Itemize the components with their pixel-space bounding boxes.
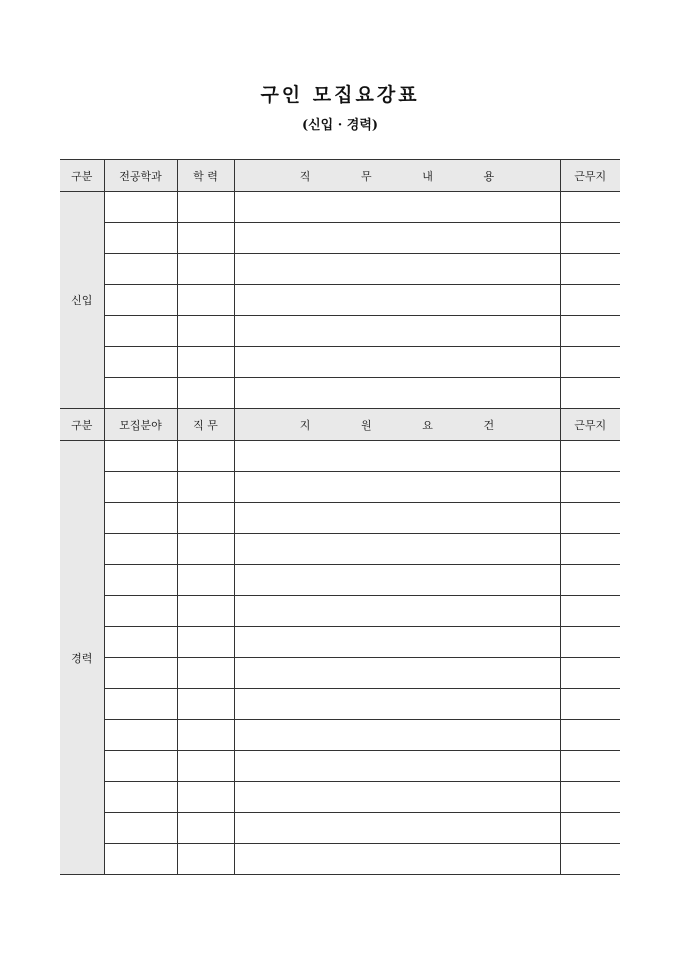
experienced-header-row: [60, 409, 620, 441]
field-cell[interactable]: [104, 720, 177, 751]
header-duties-char: 직: [299, 169, 311, 183]
experienced-row: [60, 534, 620, 565]
position-cell[interactable]: [177, 627, 234, 658]
education-cell[interactable]: [177, 347, 234, 378]
header-position: 직 무: [177, 409, 234, 441]
new-hire-row: [60, 316, 620, 347]
education-cell[interactable]: [177, 285, 234, 316]
position-cell[interactable]: [177, 813, 234, 844]
field-cell[interactable]: [104, 534, 177, 565]
position-cell[interactable]: [177, 658, 234, 689]
location-cell[interactable]: [560, 627, 620, 658]
location-cell[interactable]: [560, 472, 620, 503]
education-cell[interactable]: [177, 254, 234, 285]
requirements-cell[interactable]: [234, 596, 560, 627]
duties-cell[interactable]: [234, 316, 560, 347]
header-location: 근무지: [560, 160, 620, 192]
recruitment-table: [60, 159, 620, 875]
requirements-cell[interactable]: [234, 534, 560, 565]
location-cell[interactable]: [560, 782, 620, 813]
position-cell[interactable]: [177, 565, 234, 596]
experienced-row: [60, 627, 620, 658]
field-cell[interactable]: [104, 751, 177, 782]
new-hire-label: 신입: [60, 192, 104, 409]
requirements-cell[interactable]: [234, 813, 560, 844]
location-cell[interactable]: [560, 316, 620, 347]
duties-cell[interactable]: [234, 347, 560, 378]
position-cell[interactable]: [177, 689, 234, 720]
header-education: 학 력: [177, 160, 234, 192]
position-cell[interactable]: [177, 472, 234, 503]
major-cell[interactable]: [104, 316, 177, 347]
new-hire-row: [60, 378, 620, 409]
location-cell[interactable]: [560, 658, 620, 689]
new-hire-row: [60, 347, 620, 378]
requirements-cell[interactable]: [234, 720, 560, 751]
new-hire-row: [60, 285, 620, 316]
field-cell[interactable]: [104, 627, 177, 658]
header-requirements-char: 원: [361, 418, 372, 432]
education-cell[interactable]: [177, 316, 234, 347]
location-cell[interactable]: [560, 844, 620, 875]
location-cell[interactable]: [560, 534, 620, 565]
education-cell[interactable]: [177, 378, 234, 409]
duties-cell[interactable]: [234, 254, 560, 285]
new-hire-header-row: [60, 160, 620, 192]
location-cell[interactable]: [560, 720, 620, 751]
experienced-row: [60, 472, 620, 503]
header-major: 전공학과: [104, 160, 177, 192]
position-cell[interactable]: [177, 503, 234, 534]
major-cell[interactable]: [104, 192, 177, 223]
position-cell[interactable]: [177, 844, 234, 875]
experienced-row: [60, 441, 620, 472]
document-title: 구인 모집요강표: [260, 84, 420, 106]
location-cell[interactable]: [560, 285, 620, 316]
header-duties: [234, 160, 560, 192]
header-category: 구분: [60, 160, 104, 192]
requirements-cell[interactable]: [234, 782, 560, 813]
field-cell[interactable]: [104, 658, 177, 689]
location-cell[interactable]: [560, 378, 620, 409]
duties-cell[interactable]: [234, 378, 560, 409]
experienced-row: [60, 565, 620, 596]
major-cell[interactable]: [104, 254, 177, 285]
header-requirements-char: 지: [299, 418, 311, 432]
field-cell[interactable]: [104, 844, 177, 875]
field-cell[interactable]: [104, 782, 177, 813]
header-field: 모집분야: [104, 409, 177, 441]
header-requirements-char: 건: [483, 418, 495, 432]
new-hire-row: [60, 254, 620, 285]
experienced-row: [60, 503, 620, 534]
requirements-cell[interactable]: [234, 844, 560, 875]
location-cell[interactable]: [560, 347, 620, 378]
field-cell[interactable]: [104, 689, 177, 720]
location-cell[interactable]: [560, 689, 620, 720]
position-cell[interactable]: [177, 751, 234, 782]
location-cell[interactable]: [560, 192, 620, 223]
header-category: 구분: [60, 409, 104, 441]
field-cell[interactable]: [104, 472, 177, 503]
header-requirements-char: 요: [422, 418, 433, 432]
position-cell[interactable]: [177, 596, 234, 627]
requirements-cell[interactable]: [234, 658, 560, 689]
location-cell[interactable]: [560, 751, 620, 782]
position-cell[interactable]: [177, 534, 234, 565]
position-cell[interactable]: [177, 720, 234, 751]
experienced-row: [60, 720, 620, 751]
experienced-row: [60, 689, 620, 720]
requirements-cell[interactable]: [234, 441, 560, 472]
education-cell[interactable]: [177, 192, 234, 223]
field-cell[interactable]: [104, 441, 177, 472]
field-cell[interactable]: [104, 596, 177, 627]
header-location: 근무지: [560, 409, 620, 441]
duties-cell[interactable]: [234, 223, 560, 254]
requirements-cell[interactable]: [234, 627, 560, 658]
field-cell[interactable]: [104, 503, 177, 534]
field-cell[interactable]: [104, 813, 177, 844]
location-cell[interactable]: [560, 596, 620, 627]
document-subtitle: (신입 · 경력): [301, 118, 379, 133]
location-cell[interactable]: [560, 441, 620, 472]
requirements-cell[interactable]: [234, 751, 560, 782]
experienced-row: [60, 751, 620, 782]
location-cell[interactable]: [560, 813, 620, 844]
requirements-cell[interactable]: [234, 565, 560, 596]
major-cell[interactable]: [104, 285, 177, 316]
location-cell[interactable]: [560, 223, 620, 254]
major-cell[interactable]: [104, 378, 177, 409]
experienced-row: [60, 782, 620, 813]
duties-cell[interactable]: [234, 192, 560, 223]
requirements-cell[interactable]: [234, 472, 560, 503]
major-cell[interactable]: [104, 223, 177, 254]
new-hire-row: [60, 192, 620, 223]
experienced-row: [60, 813, 620, 844]
field-cell[interactable]: [104, 565, 177, 596]
new-hire-row: [60, 223, 620, 254]
header-duties-char: 무: [361, 169, 372, 183]
position-cell[interactable]: [177, 441, 234, 472]
position-cell[interactable]: [177, 782, 234, 813]
experienced-row: [60, 596, 620, 627]
major-cell[interactable]: [104, 347, 177, 378]
location-cell[interactable]: [560, 503, 620, 534]
location-cell[interactable]: [560, 254, 620, 285]
education-cell[interactable]: [177, 223, 234, 254]
header-duties-char: 내: [422, 169, 433, 183]
header-duties-char: 용: [483, 169, 495, 183]
experienced-label: 경력: [60, 441, 104, 875]
requirements-cell[interactable]: [234, 503, 560, 534]
header-requirements: [234, 409, 560, 441]
experienced-row: [60, 844, 620, 875]
experienced-row: [60, 658, 620, 689]
location-cell[interactable]: [560, 565, 620, 596]
requirements-cell[interactable]: [234, 689, 560, 720]
duties-cell[interactable]: [234, 285, 560, 316]
